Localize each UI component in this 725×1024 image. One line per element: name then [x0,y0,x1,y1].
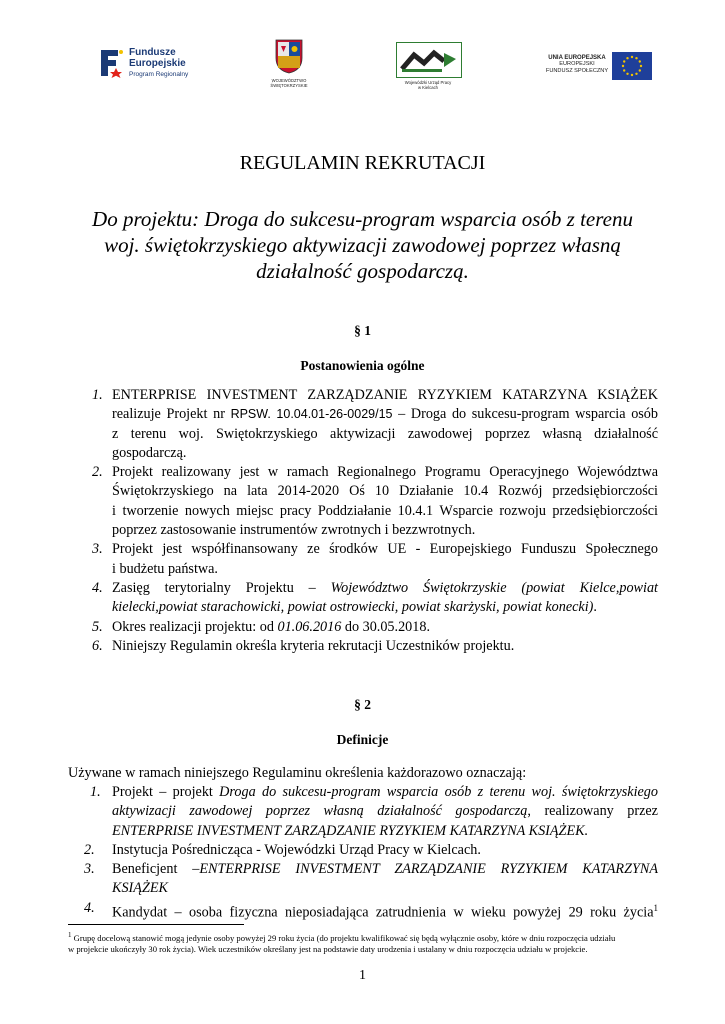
item-line: kielecki,powiat starachowicki, powiat ostrowiecki, powiat skarżyski, powiat konecki). [112,599,597,616]
item-line: Projekt – projekt Droga do sukcesu-program wsparcia osób z terenu woj. świętokrzyskiego [112,784,658,800]
footnote [68,930,668,955]
item-line: Okres realizacji projektu: od 01.06.2016 do 30.05.2018. [112,618,430,635]
region-line1: WOJEWÓDZTWO [271,78,307,83]
fe-line1: Fundusze [129,47,176,58]
region-coat-of-arms-logo [266,38,312,94]
item-line: Projekt jest współfinansowany ze środków UE - Europejskiego Funduszu Społecznego [112,541,658,558]
list-item [92,637,658,656]
item-line: KSIĄŻEK [112,880,168,897]
footnote-reference: 1 [653,902,658,913]
item-line: i tworzenie nowych miejsc pracy Poddziałanie 10.4.1 Wsparcie rozwoju przedsiębiorczości [112,502,658,519]
subtitle-line-3: działalność gospodarczą. [256,259,469,283]
list-item [84,860,658,899]
item-number: 2. [84,841,95,858]
item-line: Świętokrzyskiego na lata 2014-2020 Oś 10 Działanie 10.4 Rozwój przedsiębiorczości [112,483,658,500]
section-2-number: § 2 [354,697,371,712]
item-line: gospodarczą. [112,444,187,461]
project-number: RPSW. 10.04.01-26-0029/15 [230,407,393,422]
item-line: ENTERPRISE INVESTMENT ZARZĄDZANIE RYZYKIEM KATARZYNA KSIĄŻEK [112,387,658,403]
list-item [84,841,658,860]
fe-line2: Europejskie [129,58,186,69]
list-item [84,899,658,923]
item-line: Instytucja Pośrednicząca - Wojewódzki Urząd Pracy w Kielcach. [112,841,481,858]
subtitle-line-1: Do projektu: Droga do sukcesu-program wsparcia osób z terenu [92,207,633,231]
header-logos [0,0,725,110]
fundusze-europejskie-logo [98,44,198,82]
document-title: REGULAMIN REKRUTACJI [239,152,486,174]
wup-line2: w Kielcach [417,85,438,90]
wup-logo [396,42,462,96]
item-line: Niniejszy Regulamin określa kryteria rekrutacji Uczestników projektu. [112,637,515,654]
list-item [90,783,658,841]
item-line: Beneficjent –ENTERPRISE INVESTMENT ZARZĄDZANIE RYZYKIEM KATARZYNA [112,861,658,878]
item-line: poprzez zastosowanie instrumentów zwrotnych i bezzwrotnych. [112,522,476,539]
item-number: 3. [92,541,103,558]
list-item [92,540,658,579]
item-number: 4. [92,579,103,596]
ue-efs-logo [544,52,656,82]
item-number: 3. [84,861,95,878]
item-line: i budżetu państwa. [112,560,218,577]
item-line: Projekt realizowany jest w ramach Regionalnego Programu Operacyjnego Województwa [112,464,658,481]
item-number: 5. [92,618,103,635]
ue-line1: UNIA EUROPEJSKA [548,55,606,61]
item-line: z terenu woj. Swiętokrzyskiego aktywizacji zawodowej poprzez własną działalność [112,425,658,442]
footnote-line: $^1$ Grupę docelową stanowić mogą jedynie osoby powyżej 29 roku życia (do projektu kwalifikować się będą wyłącznie osoby, które w dniu rozpoczęcia udziału [68,931,616,943]
footnote-line: w projekcie ukończyły 30 rok życia). Wiek uczestników określany jest na podstawie daty urodzenia i ustalany w dniu rozpoczęcia udziału w projekcie. [68,943,588,954]
section-2-intro: Używane w ramach niniejszego Regulaminu określenia każdorazowo oznaczają: [68,765,527,781]
list-item [92,579,658,618]
ue-line3: FUNDUSZ SPOŁECZNY [545,67,609,74]
footnote-mark: 1 [68,931,72,939]
eu-flag-icon [612,52,652,80]
list-item [92,618,658,637]
wup-arrow-icon [400,47,458,73]
region-line2: ŚWIĘTOKRZYSKIE [270,83,308,88]
footnote-separator [68,924,244,925]
fe-line3: Program Regionalny [129,71,189,78]
item-number: 1. [90,784,101,800]
page-number: 1 [359,968,366,983]
item-number: 2. [92,464,103,481]
section-1-list [92,386,658,656]
list-item [92,386,658,463]
section-2-heading: Definicje [336,732,389,747]
list-item [92,463,658,540]
coat-of-arms-icon [274,38,304,74]
ue-line2: EUROPEJSKI [559,61,595,68]
item-line: Zasięg terytorialny Projektu – Województwo Świętokrzyskie (powiat Kielce,powiat [112,579,658,596]
item-number: 6. [92,637,103,654]
section-1-heading: Postanowienia ogólne [300,358,425,373]
item-number: 4. [84,899,95,916]
section-2-list [84,783,658,923]
item-line: realizuje Projekt nr RPSW. 10.04.01-26-0029/15 – Droga do sukcesu-program wsparcia osób [112,406,658,423]
item-number: 1. [92,387,103,403]
document-subtitle [0,206,725,284]
item-line: aktywizacji zawodowej poprzez własną działalność gospodarczą, realizowany przez [112,803,658,820]
section-1-number: § 1 [354,323,371,338]
subtitle-line-2: woj. świętokrzyskiego aktywizacji zawodowej poprzez własną [104,233,621,257]
fe-star-icon [98,46,126,80]
item-line: ENTERPRISE INVESTMENT ZARZĄDZANIE RYZYKIEM KATARZYNA KSIĄŻEK. [112,822,589,839]
item-line: Kandydat – osoba fizyczna nieposiadająca zatrudnienia w wieku powyżej 29 roku życia$^1$ [112,902,658,921]
wup-line1: Wojewódzki Urząd Pracy [404,80,452,85]
